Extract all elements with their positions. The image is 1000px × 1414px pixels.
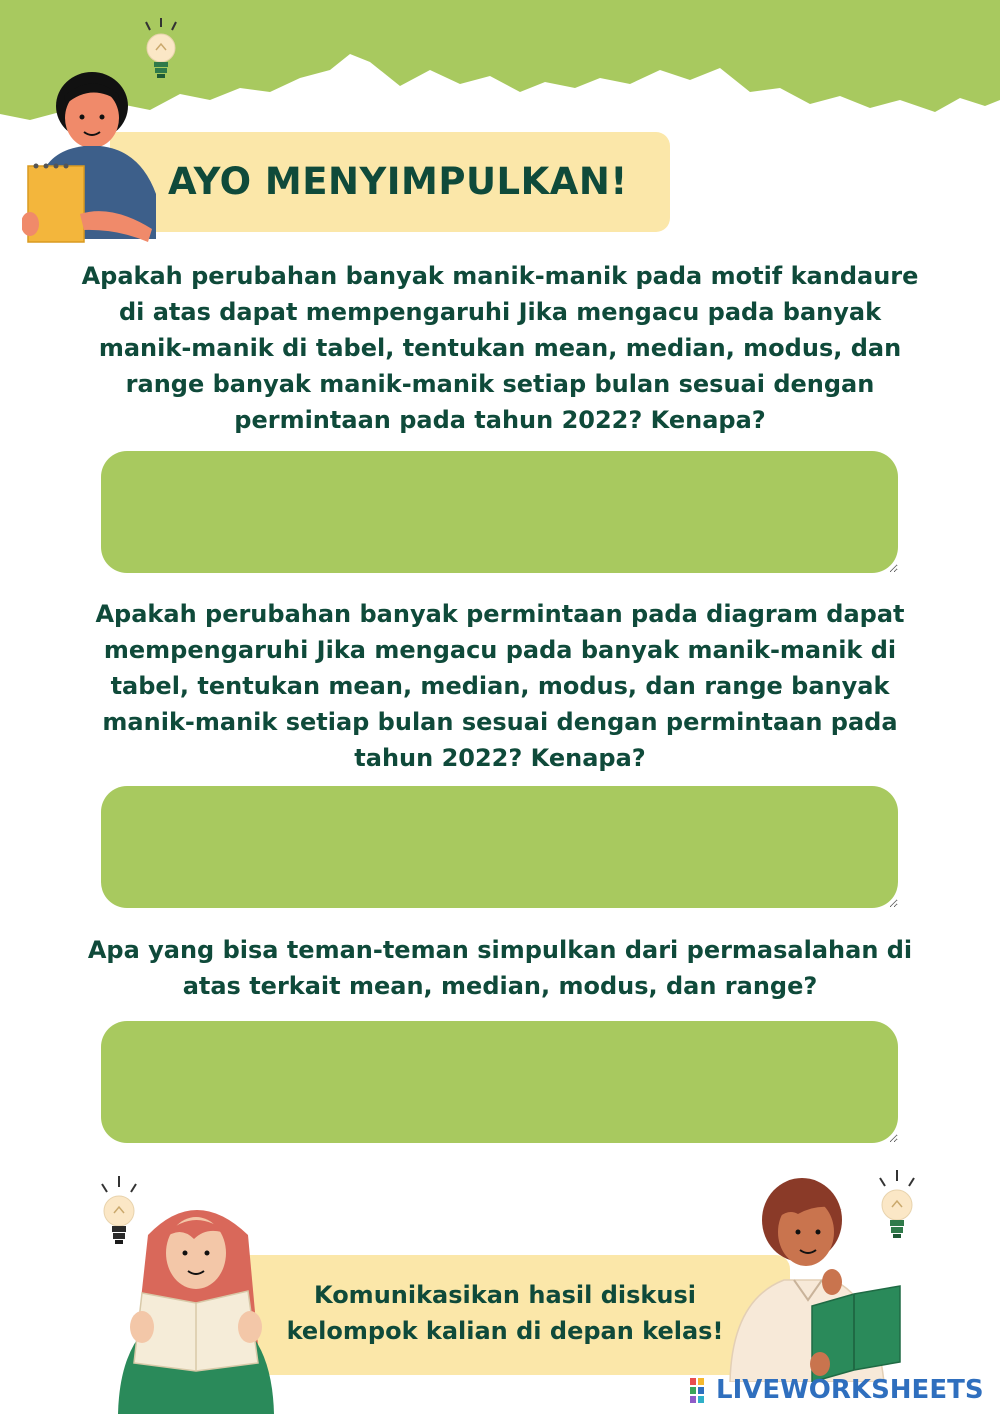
student-illustration [108, 1195, 283, 1414]
question-2-text: Apakah perubahan banyak permintaan pada diagram dapat mempengaruhi Jika mengacu pada banyak manik-manik di tabel, tentukan mean, median, modus, dan range banyak manik-manik setiap bulan sesuai dengan permintaan pada tahun 2022? Kenapa? [95, 600, 905, 772]
student-illustration [22, 54, 162, 249]
footer-instruction: Komunikasikan hasil diskusi kelompok kalian di depan kelas! [286, 1281, 724, 1345]
liveworksheets-logo-icon [690, 1376, 712, 1404]
page-title: AYO MENYIMPULKAN! [168, 160, 628, 203]
question-1-text: Apakah perubahan banyak manik-manik pada motif kandaure di atas dapat mempengaruhi Jika mengacu pada banyak manik-manik di tabel, tentukan mean, median, modus, dan range banyak manik-manik setiap bulan sesuai dengan permintaan pada tahun 2022? Kenapa? [81, 262, 919, 434]
brand-name: LIVEWORKSHEETS [716, 1375, 984, 1405]
answer-2-input[interactable] [101, 786, 898, 908]
answer-3-input[interactable] [101, 1021, 898, 1143]
question-3-text: Apa yang bisa teman-teman simpulkan dari permasalahan di atas terkait mean, median, modus, dan range? [87, 936, 913, 1000]
brand-watermark [690, 1372, 984, 1408]
answer-1-input[interactable] [101, 451, 898, 573]
student-illustration [724, 1176, 904, 1382]
